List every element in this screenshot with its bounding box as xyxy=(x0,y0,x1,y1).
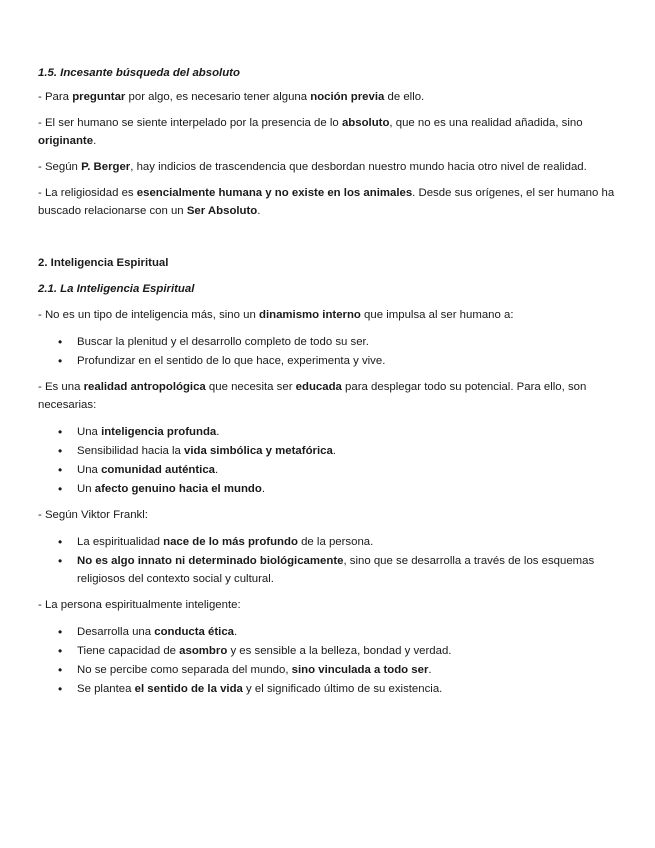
list-item: • Buscar la plenitud y el desarrollo completo de todo su ser. xyxy=(38,333,618,351)
list-item: • Un afecto genuino hacia el mundo. xyxy=(38,480,618,498)
paragraph-preguntar: - Para preguntar por algo, es necesario tener alguna noción previa de ello. xyxy=(38,91,425,103)
paragraph-frankl: - Según Viktor Frankl: xyxy=(38,509,148,521)
list-item: • Profundizar en el sentido de lo que hace, experimenta y vive. xyxy=(38,352,618,370)
list-item: • Desarrolla una conducta ética. xyxy=(38,623,618,641)
list-frankl xyxy=(38,533,618,588)
list-persona-inteligente xyxy=(38,623,618,698)
paragraph-dinamismo: - No es un tipo de inteligencia más, sino un dinamismo interno que impulsa al ser humano a: xyxy=(38,309,514,321)
list-item: • No es algo innato ni determinado biológicamente, sino que se desarrolla a través de los esquemas religiosos del contexto social y cultural. xyxy=(38,552,618,588)
list-item: • Tiene capacidad de asombro y es sensible a la belleza, bondad y verdad. xyxy=(38,642,618,660)
list-impulsa xyxy=(38,333,618,370)
list-item: • Sensibilidad hacia la vida simbólica y metafórica. xyxy=(38,442,618,460)
paragraph-berger: - Según P. Berger, hay indicios de trascendencia que desbordan nuestro mundo hacia otro nivel de realidad. xyxy=(38,161,587,173)
list-item: • Se plantea el sentido de la vida y el significado último de su existencia. xyxy=(38,680,618,698)
section-2-title: 2. Inteligencia Espiritual xyxy=(38,257,169,269)
paragraph-realidad-antropologica: - Es una realidad antropológica que necesita ser educada para desplegar todo su potencial. Para ello, son necesarias: xyxy=(38,381,587,411)
list-item: • Una inteligencia profunda. xyxy=(38,423,618,441)
section-1-5-title: 1.5. Incesante búsqueda del absoluto xyxy=(38,67,240,79)
list-necesarias xyxy=(38,423,618,498)
list-item: • Una comunidad auténtica. xyxy=(38,461,618,479)
document-content xyxy=(38,64,618,698)
list-item: • No se percibe como separada del mundo, sino vinculada a todo ser. xyxy=(38,661,618,679)
list-item: • La espiritualidad nace de lo más profundo de la persona. xyxy=(38,533,618,551)
section-2-1-title: 2.1. La Inteligencia Espiritual xyxy=(38,283,195,295)
paragraph-absoluto: - El ser humano se siente interpelado por la presencia de lo absoluto, que no es una realidad añadida, sino originante. xyxy=(38,117,583,147)
paragraph-religiosidad: - La religiosidad es esencialmente humana y no existe en los animales. Desde sus orígenes, el ser humano ha buscado relacionarse con un Ser Absoluto. xyxy=(38,187,615,217)
paragraph-persona-inteligente: - La persona espiritualmente inteligente: xyxy=(38,599,241,611)
